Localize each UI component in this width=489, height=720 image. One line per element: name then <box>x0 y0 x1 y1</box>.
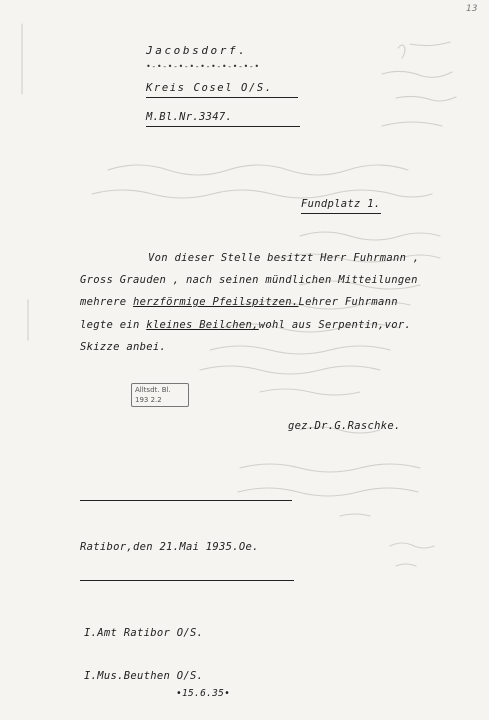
body-line-3: mehrere herzförmige Pfeilspitzen.Lehrer Fuhrmann <box>80 296 398 308</box>
place-dots: •-•-•-•-•-•-•-•-•-•-• <box>146 62 260 71</box>
recipient-1: I.Amt Ratibor O/S. <box>84 627 204 639</box>
divider-rule-2 <box>80 580 294 581</box>
place-name: Jacobsdorf. <box>146 44 248 57</box>
fundplatz-underline <box>301 213 381 214</box>
reference-underline <box>146 126 300 127</box>
archive-stamp: Alltsdt. Bl. 193 2.2 <box>131 383 189 407</box>
fundplatz-heading: Fundplatz 1. <box>301 198 381 210</box>
district-underline <box>146 97 298 98</box>
sent-date: •15.6.35• <box>176 688 231 699</box>
body-line-4: legte ein kleines Beilchen,wohl aus Serpentin,vor. <box>80 319 412 331</box>
dateline: Ratibor,den 21.Mai 1935.Oe. <box>80 541 259 553</box>
body-line-5: Skizze anbei. <box>80 341 167 353</box>
underlined-axe: kleines Beilchen, <box>146 319 259 331</box>
signature: gez.Dr.G.Raschke. <box>288 420 401 432</box>
underlined-arrowheads: herzförmige Pfeilspitzen. <box>132 296 299 308</box>
page-number: 13 <box>466 4 478 14</box>
recipient-2: I.Mus.Beuthen O/S. <box>84 670 204 682</box>
body-line-2: Gross Grauden , nach seinen mündlichen Mitteilungen <box>80 274 418 286</box>
district-line: Kreis Cosel O/S. <box>146 82 273 94</box>
divider-rule-1 <box>80 500 292 501</box>
map-reference: M.Bl.Nr.3347. <box>146 111 233 123</box>
body-line-1: Von dieser Stelle besitzt Herr Fuhrmann , <box>148 252 420 264</box>
